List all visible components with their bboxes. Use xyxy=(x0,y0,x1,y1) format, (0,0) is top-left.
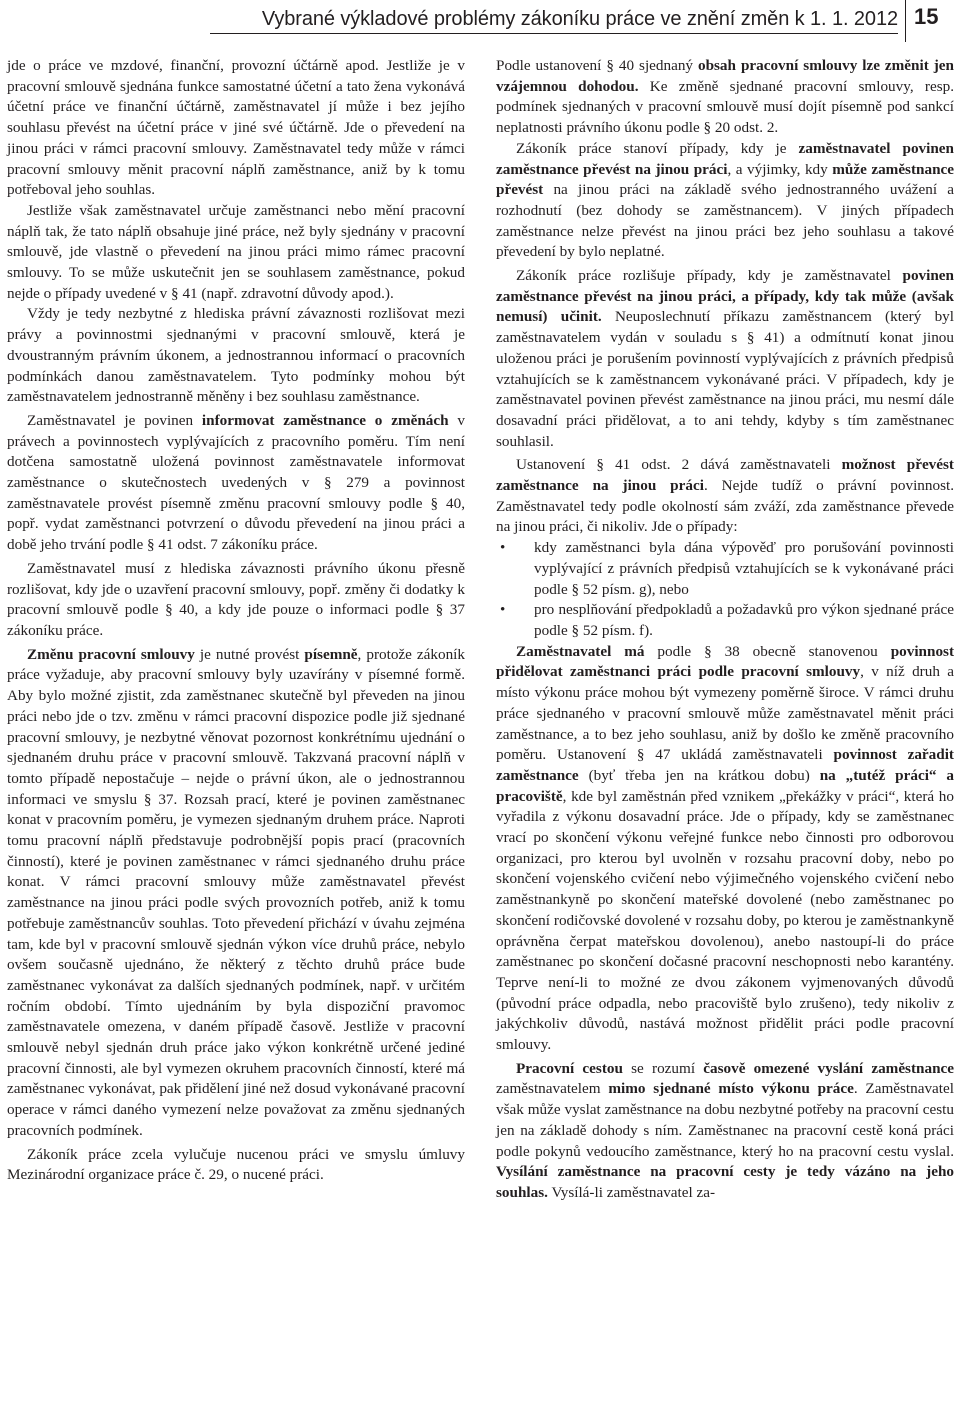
running-header xyxy=(0,0,960,42)
paragraph: Zaměstnavatel je povinen informovat zaměstnance o změnách v právech a povinnostech vyplývajících z pracovního poměru. Tím není dotčena samostatně uložená povinnost zaměstnavatele informovat zaměstnance o skutečnostech uvedených v § 279 a povinnost zaměstnavatele provést písemně změnu pracovní smlouvy podle § 40, popř. vydat zaměstnanci potvrzení o důvodu převedení na jinou práci a době jeho trvání podle § 41 odst. 7 zákoníku práce. xyxy=(7,411,465,554)
paragraph: Vždy je tedy nezbytné z hlediska právní závaznosti rozlišovat mezi právy a povinnostmi sjednanými v pracovní smlouvě, která je dvoustranným právním úkonem, a jednostrannou informací o pracovních podmínkách danou zaměstnavatelem. Tyto podmínky mohou být zaměstnavatelem jednostranně měněny i bez souhlasu zaměstnance. xyxy=(7,305,465,406)
paragraph: jde o práce ve mzdové, finanční, provozní účtárně apod. Jestliže je v pracovní smlouvě sjednána funkce samostatné účetní a tato žena vykonává účetní práce ve finanční účtárně, zaměstnavatel jí může i bez jejího souhlasu převést na účetní práce v jiné své účtárně. Jde o převedení na jinou práci v rámci pracovní smlouvy. Zaměstnavatel tedy může v rámci pracovní smlouvy měnit pracovní náplň zaměstnance, aniž by k tomu potřeboval jeho souhlas. xyxy=(7,57,465,199)
paragraph: Zákoník práce rozlišuje případy, kdy je zaměstnavatel povinen zaměstnance převést na jinou práci, a případy, kdy tak může (avšak nemusí) učinit. Neuposlechnutí příkazu zaměstnancem (který byl zaměstnavatelem vydán v souladu s § 41) a odmítnutí konat jinou uloženou práci je porušením povinností vyplývajících z právních předpisů vztahujících se k zaměstnancem vykonávané práci. V případech, kdy je zaměstnavatel povinen převést zaměstnance na jinou práci, mu nesmí dále dosavadní práci přidělovat, a to ani tehdy, kdyby s tím zaměstnanec souhlasil. xyxy=(496,267,954,450)
bullet-icon: • xyxy=(500,601,506,619)
paragraph: Ustanovení § 41 odst. 2 dává zaměstnavateli možnost převést zaměstnance na jinou práci. Nejde tudíž o právní povinnost. Zaměstnavatel tedy podle okolností sám zváží, zda zaměstnance převede na jinou práci, či nikoliv. Jde o případy: xyxy=(496,456,954,536)
paragraph: Zaměstnavatel má podle § 38 obecně stanovenou povinnost přidělovat zaměstnanci práci podle pracovní smlouvy, v níž druh a místo výkonu práce mohou být vymezeny poměrně široce. V rámci druhu práce sjednaného v pracovní smlouvě může zaměstnavatel měnit práci zaměstnance, a to bez jeho souhlasu, aniž by došlo ke změně pracovního poměru. Ustanovení § 47 ukládá zaměstnavateli povinnost zařadit zaměstnance (byť třeba jen na krátkou dobu) na „tutéž práci“ a pracoviště, kde byl zaměstnán před vznikem „překážky v práci“, která ho vyřadila z výkonu dosavadní práce. Jde o případy, kdy se zaměstnanec vrací po skončení výkonu veřejné funkce nebo činnosti pro odborovou organizaci, pro kterou byl uvolněn v rozsahu pracovní doby, nebo po skončení vojenského cvičení nebo výjimečného vojenského cvičení nebo zaměstnankyně po skončení mateřské dovolené (nebo zaměstnanec po skončení rodičovské dovolené v rozsahu doby, po kterou je zaměstnankyně oprávněna čerpat mateřskou dovolenou), anebo nastoupí-li do práce zaměstnanec po skončení dočasné pracovní neschopnosti nebo karantény. Teprve není-li to možné ze dvou zákonem vyjmenovaných důvodů (původní práce odpadla, nebo pracoviště bylo zrušeno), tedy nikoliv z jakýchkoliv důvodů, nastává možnost přidělit práci podle pracovní smlouvy. xyxy=(496,642,955,1054)
page-number: 15 xyxy=(914,4,939,29)
header-title: Vybrané výkladové problémy zákoníku práce ve znění změn k 1. 1. 2012 xyxy=(261,8,898,30)
paragraph: Zákoník práce stanoví případy, kdy je zaměstnavatel povinen zaměstnance převést na jinou práci, a výjimky, kdy může zaměstnance převést na jinou práci na základě svého jednostranného uvážení a rozhodnutí (bez dohody se zaměstnancem). V jiných případech zaměstnance nelze převést na jinou práci bez jeho souhlasu a takové převedení by bylo neplatné. xyxy=(496,139,954,261)
paragraph: Pracovní cestou se rozumí časově omezené vyslání zaměstnance zaměstnavatelem mimo sjednané místo výkonu práce. Zaměstnavatel však může vyslat zaměstnance na dobu nezbytné potřeby na pracovní cestu jen na základě dohody s ním. Zaměstnanec na pracovní cestě koná práci podle pokynů vedoucího zaměstnance, který ho na pracovní cestu vyslal. Vysílání zaměstnance na pracovní cesty je tedy vázáno na jeho souhlas. Vysílá-li zaměstnavatel za- xyxy=(496,1059,954,1201)
paragraph: Zaměstnavatel musí z hlediska závaznosti právního úkonu přesně rozlišovat, kdy jde o uzavření pracovní smlouvy, popř. změny či dodatky k pracovní smlouvě podle § 40, a kdy jde pouze o informaci podle § 37 zákoníku práce. xyxy=(7,559,465,639)
paragraph: Zákoník práce zcela vylučuje nucenou práci ve smyslu úmluvy Mezinárodní organizace práce č. 29, o nucené práci. xyxy=(7,1145,465,1184)
paragraph: Jestliže však zaměstnavatel určuje zaměstnanci nebo mění pracovní náplň tak, že tato náplň obsahuje jiné práce, než byly sjednány v pracovní smlouvě, jde vlastně o převedení na jinou práci mimo rámec pracovní smlouvy. To se může uskutečnit jen se souhlasem zaměstnance, pokud nejde o případy uvedené v § 41 (např. zdravotní důvody apod.). xyxy=(7,201,465,302)
paragraph: Změnu pracovní smlouvy je nutné provést písemně, protože zákoník práce vyžaduje, aby pracovní smlouvy byly uzavírány v písemné formě. Aby bylo možné zjistit, zda zaměstnanec skutečně byl převeden na jinou práci nebo jde o tzv. změnu v rámci pracovní dispozice podle již sjednané pracovní smlouvy, je nezbytné věnovat pozornost konkrétnímu ujednání o sjednaném druhu práce v pracovní smlouvě. Takzvaná pracovní náplň v tomto případě nepostačuje – nejde o právní úkon, ale o jednostrannou informaci ve smyslu § 37. Rozsah prací, které je povinen zaměstnanec konat v pracovním poměru, je vymezen sjednaným druhem práce. Naproti tomu pracovní náplň představuje podrobnější popis prací (pracovních činností), které je povinen zaměstnanec v rámci sjednaného druhu práce konat. V rámci pracovní smlouvy může zaměstnavatel převést zaměstnance na jinou práci podle svých provozních potřeb, aniž k tomu potřebuje zaměstnancův souhlas. Toto převedení přichází v úvahu zejména tam, kde byl v pracovní smlouvě sjednán výkon více druhů práce, nebylo ovšem současně ujednáno, že některý z těchto druhů práce bude zaměstnanec vykonávat za dalších sjednaných podmínek, např. v určitém ročním období. Tímto ujednáním by byla dispoziční pravomoc zaměstnavatele omezena, v daném případě časově. Jestliže v pracovní smlouvě nebyl sjednán druh práce jako výkon konkrétně určené jediné pracovní činnosti, ale byl vymezen okruhem pracovních činností, které má zaměstnanec vykonávat, pak přidělení jiné než dosud vykonávané pracovní operace v rámci daného vymezení nelze považovat za změnu sjednaných pracovních podmínek. xyxy=(7,645,465,1139)
bullet-icon: • xyxy=(500,539,506,557)
header-rule xyxy=(210,33,898,34)
list-item: • pro nesplňování předpokladů a požadavků pro výkon sjednané práce podle § 52 písm. f). xyxy=(500,601,954,639)
header-vertical-rule xyxy=(905,0,906,42)
list-item: • kdy zaměstnanci byla dána výpověď pro porušování povinnosti vyplývající z právních předpisů vztahujících se k vykonávané práci podle § 52 písm. g), nebo xyxy=(500,539,954,598)
left-column xyxy=(7,56,465,1186)
bullet-list xyxy=(496,538,954,642)
paragraph: Podle ustanovení § 40 sjednaný obsah pracovní smlouvy lze změnit jen vzájemnou dohodou. Ke změně sjednané pracovní smlouvy, resp. podmínek sjednaných v pracovní smlouvě musí dojít písemně pod sankcí neplatnosti právního úkonu podle § 20 odst. 2. xyxy=(496,57,954,137)
right-column xyxy=(496,56,954,1204)
